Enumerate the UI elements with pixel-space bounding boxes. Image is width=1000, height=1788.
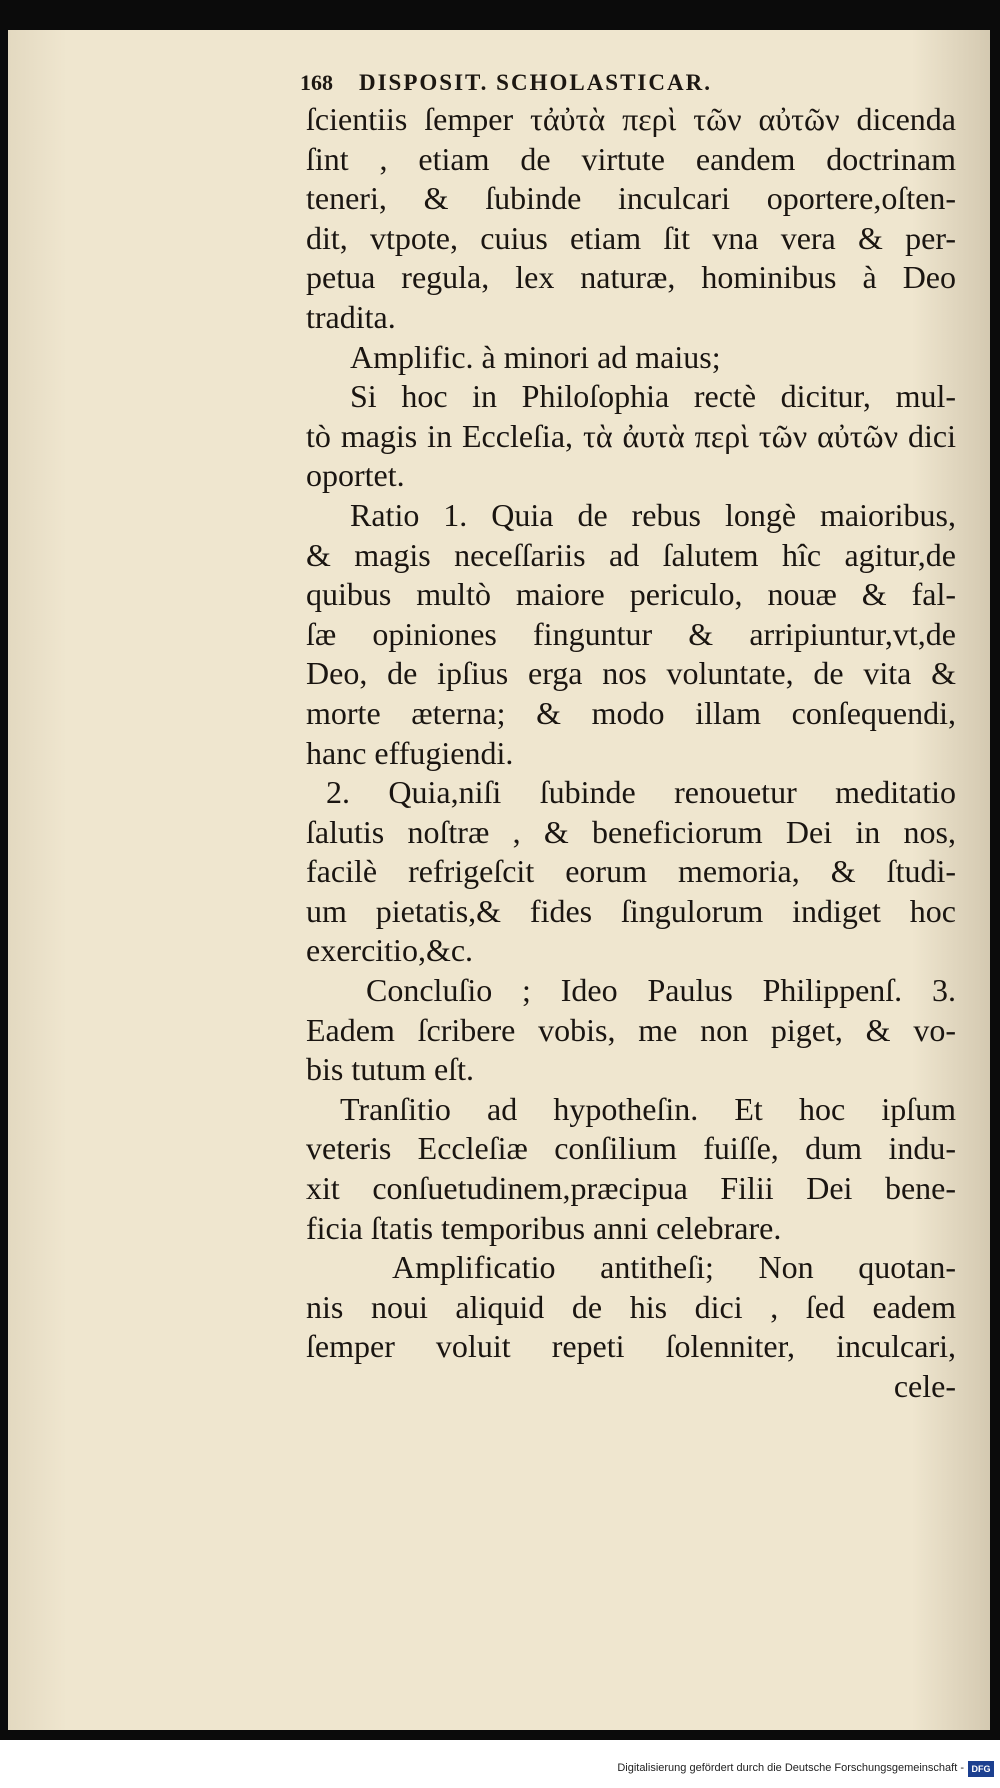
text-line: ſæ opiniones finguntur & arripiuntur,vt,de [306, 615, 956, 652]
text-line: & magis neceſſariis ad ſalutem hîc agitur,de [306, 536, 956, 573]
text-line: Eadem ſcribere vobis, me non piget, & vo- [306, 1011, 956, 1048]
text-line: teneri, & ſubinde inculcari oportere,oſten- [306, 180, 956, 217]
text-line: Deo, de ipſius erga nos voluntate, de vita & [306, 655, 956, 692]
text-line: dit, vtpote, cuius etiam ſit vna vera & per- [306, 219, 956, 256]
text-line: Concluſio ; Ideo Paulus Philippenſ. 3. [366, 972, 956, 1009]
page-number: 168 [300, 70, 333, 95]
text-line: ſemper voluit repeti ſolenniter, inculcari, [306, 1328, 956, 1365]
body-text [306, 100, 956, 1407]
text-line: facilè refrigeſcit eorum memoria, & ſtudi- [306, 853, 956, 890]
footer-bar [0, 1740, 1000, 1788]
text-line: veteris Eccleſiæ conſilium fuiſſe, dum indu- [306, 1130, 956, 1167]
text-line: hanc effugiendi. [306, 734, 514, 771]
text-line: Ratio 1. Quia de rebus longè maioribus, [350, 496, 956, 533]
text-line: petua regula, lex naturæ, hominibus à Deo [306, 259, 956, 296]
text-line: Amplific. à minori ad maius; [350, 338, 721, 375]
text-line: ſint , etiam de virtute eandem doctrinam [306, 140, 956, 177]
text-line: oportet. [306, 457, 405, 494]
running-title: DISPOSIT. SCHOLASTICAR. [359, 70, 712, 95]
text-line: nis noui aliquid de his dici , ſed eadem [306, 1288, 956, 1325]
text-line: bis tutum eſt. [306, 1051, 474, 1088]
text-line: quibus multò maiore periculo, nouæ & fal- [306, 576, 956, 613]
text-line: ficia ſtatis temporibus anni celebrare. [306, 1209, 782, 1246]
page-header [300, 70, 980, 96]
text-line: xit conſuetudinem,præcipua Filii Dei bene- [306, 1170, 956, 1207]
text-line: morte æterna; & modo illam conſequendi, [306, 694, 956, 731]
text-line: exercitio,&c. [306, 932, 474, 969]
text-line: um pietatis,& fides ſingulorum indiget hoc [306, 892, 956, 929]
text-line: ſcientiis ſemper τἀὐτὰ περὶ τῶν αὐτῶν dicenda [306, 101, 956, 137]
text-line: 2. Quia,niſi ſubinde renouetur meditatio [326, 774, 956, 811]
text-line: tradita. [306, 298, 396, 335]
text-line: Amplificatio antitheſi; Non quotan- [392, 1249, 956, 1286]
text-line: tò magis in Eccleſia, τὰ ἀυτὰ περὶ τῶν αὐτῶν dici [306, 417, 956, 454]
text-line: Si hoc in Philoſophia rectè dicitur, mul- [350, 378, 956, 415]
dfg-logo: DFG [968, 1761, 994, 1777]
digitization-credit: Digitalisierung gefördert durch die Deutsche Forschungsgemeinschaft - [617, 1762, 964, 1774]
text-line: ſalutis noſtræ , & beneficiorum Dei in nos, [306, 813, 956, 850]
catchword: cele- [893, 1368, 956, 1404]
text-line: Tranſitio ad hypotheſin. Et hoc ipſum [340, 1090, 956, 1127]
